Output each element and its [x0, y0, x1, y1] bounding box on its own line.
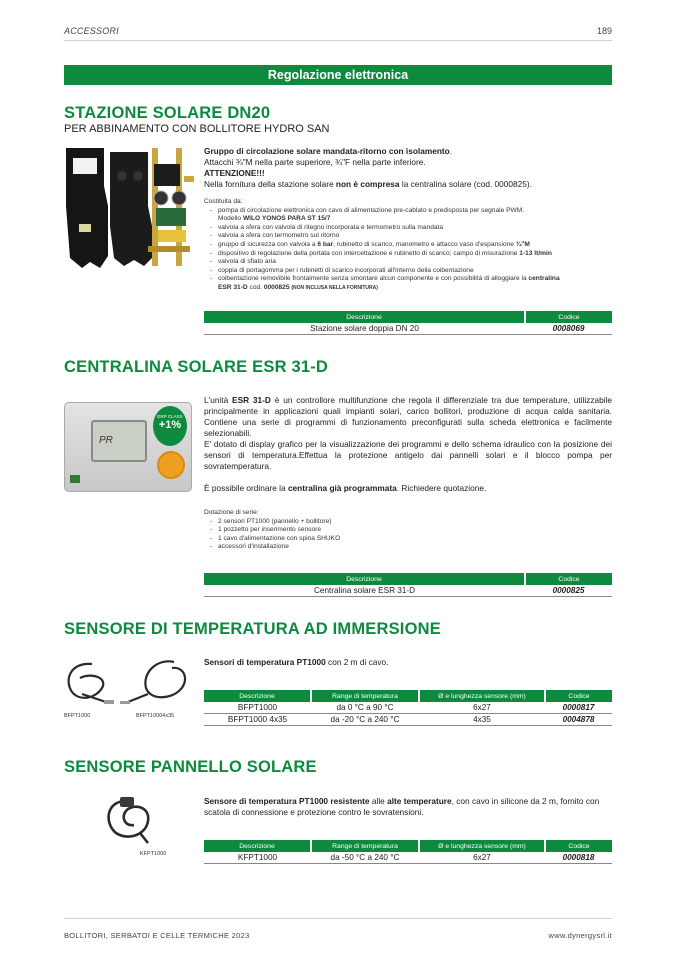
table-header: Range di temperatura	[311, 840, 419, 852]
solar-station-image	[64, 146, 196, 271]
list-item: - coibentazione removibile frontalmente senza smontare alcun componente e con possibilità di alloggiare la centralina ESR 31-D cod. 0000825 (NON INCLUSA NELLA FORNITURA)	[204, 275, 612, 292]
footer-divider	[64, 918, 612, 919]
table-row: BFPT1000 da 0 °C a 90 °C 6x27 0000817	[204, 702, 612, 714]
footer-website: www.dynergysrl.it	[548, 931, 612, 940]
s2-title: CENTRALINA SOLARE ESR 31-D	[64, 358, 329, 376]
caption-bfpt1000: BFPT1000	[64, 713, 91, 719]
s2-description	[204, 395, 612, 494]
controller-logo	[70, 475, 80, 483]
s4-title: SENSORE PANNELLO SOLARE	[64, 758, 317, 776]
list-item: - valvola di sfiato aria	[204, 258, 612, 267]
table-header: Descrizione	[204, 690, 311, 702]
section-banner: Regolazione elettronica	[64, 65, 612, 85]
s2-paragraph-1: L'unità ESR 31-D è un controllore multifunzione che regola il differenziale tra due temperature, utilizzabile principalmente in applicazioni quali impianti solari, carico bollitori, produzione di acqua calda sanitaria. Contiene una serie di programmi di funzionamento preconfigurati sulla scheda elettronica e facilmente selezionabili.	[204, 395, 612, 438]
list-item: - 2 sensori PT1000 (pannello + bollitore)	[204, 518, 504, 527]
table-row: Stazione solare doppia DN 20 0008069	[204, 323, 612, 335]
s2-dotazione-list: Dotazione di serie: - 2 sensori PT1000 (pannello + bollitore) - 1 pozzetto per inserimento sensore - 1 cavo d'alimentazione con spina SHUKO - accessori d'installazione	[204, 509, 504, 552]
list-item: - coppia di portagomma per i rubinetti di scarico incorporati all'interno della coibentazione	[204, 267, 612, 276]
controller-image	[64, 402, 192, 492]
list-item: - valvola a sfera con valvola di ritegno incorporata e termometro sulla mandata	[204, 224, 612, 233]
s1-attenzione: ATTENZIONE!!!	[204, 168, 265, 178]
s1-subtitle: PER ABBINAMENTO CON BOLLITORE HYDRO SAN	[64, 123, 330, 135]
table-row: Centralina solare ESR 31-D 0000825	[204, 585, 612, 597]
table-row: KFPT1000 da -50 °C a 240 °C 6x27 0000818	[204, 852, 612, 864]
s1-intro-bold: Gruppo di circolazione solare mandata-ritorno con isolamento	[204, 146, 450, 156]
s1-attacchi: Attacchi ¾"M nella parte superiore, ¾"F nella parte inferiore.	[204, 157, 426, 167]
caption-kfpt1000: KFPT1000	[140, 851, 167, 857]
s3-description: Sensori di temperatura PT1000 con 2 m di cavo.	[204, 657, 389, 667]
list-item: - gruppo di sicurezza con valvola a 6 bar, rubinetto di scarico, manometro e attacco vaso d'espansione ¾"M	[204, 241, 612, 250]
immersion-sensors-image	[62, 656, 197, 714]
s4-product-table	[204, 840, 612, 864]
list-item: - accessori d'installazione	[204, 543, 504, 552]
list-item: - valvola a sfera con termometro sul ritorno	[204, 232, 612, 241]
controller-knob	[157, 451, 185, 479]
table-header: Ø e lunghezza sensore (mm)	[419, 690, 545, 702]
s4-description: Sensore di temperatura PT1000 resistente alle alte temperature, con cavo in silicone da 2 m, fornito con scatola di connessione e protezione contro le sovratensioni.	[204, 796, 600, 817]
controller-display: PR	[91, 420, 147, 462]
table-header: Codice	[545, 840, 612, 852]
s2-paragraph-3: È possibile ordinare la centralina già programmata. Richiedere quotazione.	[204, 483, 487, 493]
s1-title: STAZIONE SOLARE DN20	[64, 104, 271, 122]
table-header: Codice	[525, 311, 612, 323]
table-header: Ø e lunghezza sensore (mm)	[419, 840, 545, 852]
s1-product-table	[204, 311, 612, 335]
s2-paragraph-2: E' dotato di display grafico per la visualizzazione dei programmi e dello schema idraulico con la posizione dei sensori di temperatura.Effettua la protezione antigelo dai pannelli solari e il blocco pompa per sovratemperatura.	[204, 439, 612, 471]
list-item: - 1 cavo d'alimentazione con spina SHUKO	[204, 535, 504, 544]
panel-sensor-image	[100, 795, 156, 847]
table-header: Codice	[525, 573, 612, 585]
table-header: Range di temperatura	[311, 690, 419, 702]
list-item: - pompa di circolazione elettronica con cavo di alimentazione pre-cablato e predisposta per segnale PWM. Modello WILO YONOS PARA ST 15/7	[204, 207, 612, 224]
s1-nota: Nella fornitura della stazione solare non è compresa la centralina solare (cod. 0000825).	[204, 179, 532, 189]
page-number: 189	[596, 26, 612, 36]
erp-badge: ERP CLASS +1%	[153, 406, 187, 446]
caption-bfpt10004x35: BFPT10004x35	[136, 713, 175, 719]
header-divider	[64, 40, 612, 41]
table-row: BFPT1000 4x35 da -20 °C a 240 °C 4x35 0004878	[204, 714, 612, 726]
table-header: Codice	[545, 690, 612, 702]
table-header: Descrizione	[204, 573, 525, 585]
s3-product-table	[204, 690, 612, 726]
s2-product-table	[204, 573, 612, 597]
table-header: Descrizione	[204, 840, 311, 852]
list-item: - 1 pozzetto per inserimento sensore	[204, 526, 504, 535]
table-header: Descrizione	[204, 311, 525, 323]
s1-description: Gruppo di circolazione solare mandata-ritorno con isolamento. Attacchi ¾"M nella parte superiore, ¾"F nella parte inferiore. ATTENZIONE!!! Nella fornitura della stazione solare non è compresa la centralina solare (cod. 0000825).	[204, 146, 612, 190]
footer-title: BOLLITORI, SERBATOI E CELLE TERMICHE 2023	[64, 931, 250, 940]
header-section: ACCESSORI	[64, 26, 119, 36]
list-item: - dispositivo di regolazione della portata con intercettazione e rubinetto di scarico; campo di misurazione 1-13 lt/min	[204, 250, 612, 259]
s3-title: SENSORE DI TEMPERATURA AD IMMERSIONE	[64, 620, 441, 638]
s1-components-list: Costituita da: - pompa di circolazione elettronica con cavo di alimentazione pre-cablato e predisposta per segnale PWM. Modello WILO YONOS PARA ST 15/7 - valvola a sfera con valvola di ritegno incorporata e termometro sulla mandata - valvola a sfera con termometro sul ritorno - gruppo di sicurezza con valvola a 6 bar, rubinetto di scarico, manometro e attacco vaso d'espansione ¾"M - dispositivo di regolazione della portata con intercettazione e rubinetto di scarico; campo di misurazione 1-13 lt/min - valvola di sfiato aria - coppia di portagomma per i rubinetti di scarico incorporati all'interno della coibentazione - coibentazione removibile frontalmente senza smontare alcun componente e con possibilità di alloggiare la centralina ESR 31-D cod. 0000825 (NON INCLUSA NELLA FORNITURA)	[204, 198, 612, 293]
